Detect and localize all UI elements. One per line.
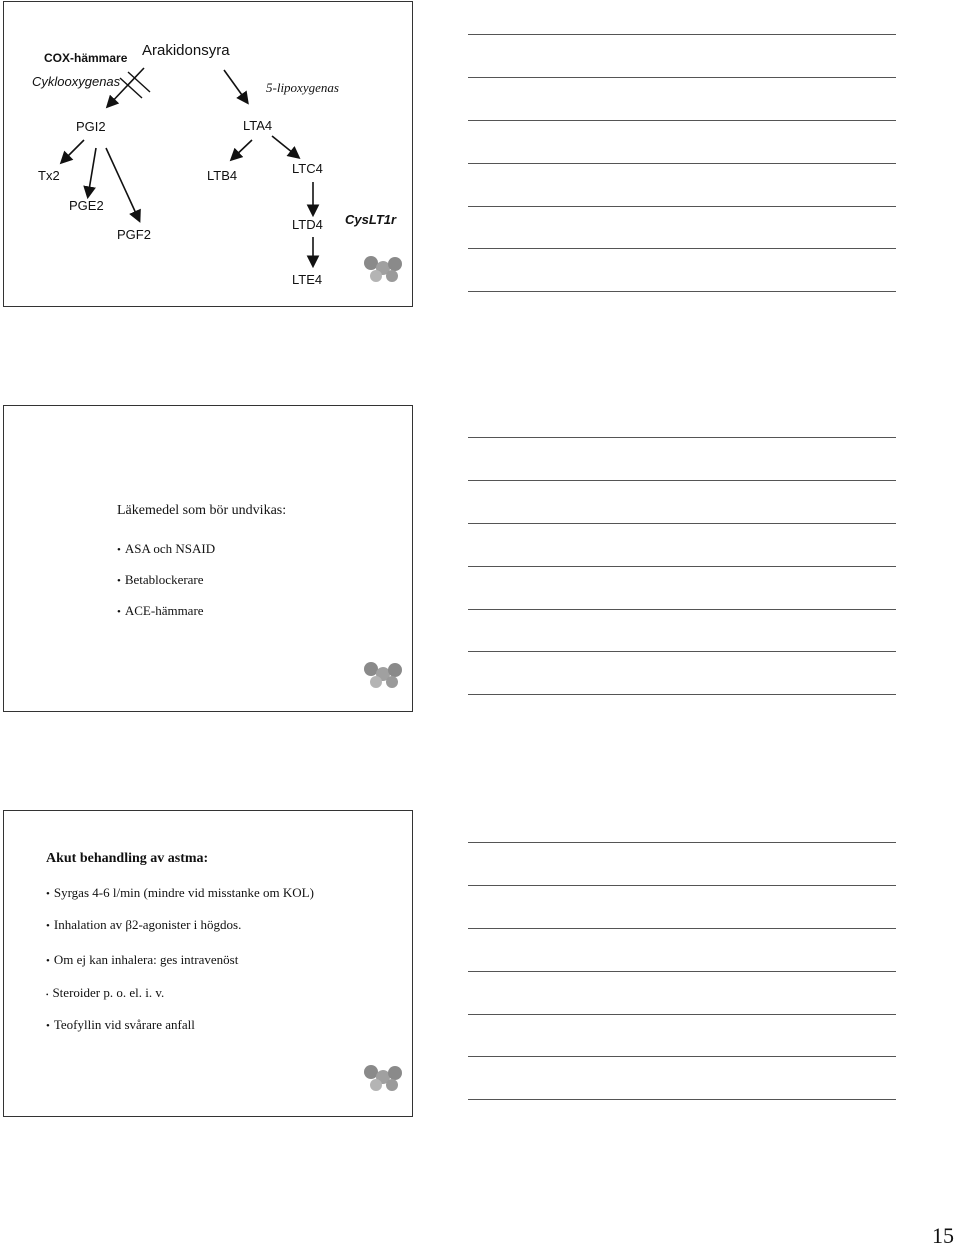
logo-icon xyxy=(362,254,408,284)
arrow-lox xyxy=(224,70,247,102)
note-line xyxy=(468,248,896,249)
note-line xyxy=(468,566,896,567)
note-line xyxy=(468,842,896,843)
logo-icon xyxy=(362,1063,408,1093)
bullet-icon: • xyxy=(46,920,50,932)
bullet-icon: • xyxy=(46,888,50,900)
slide-acute-asthma-treatment xyxy=(3,810,413,1117)
note-line xyxy=(468,651,896,652)
lte4-label: LTE4 xyxy=(292,272,323,287)
note-line xyxy=(468,1014,896,1015)
logo-icon xyxy=(362,660,408,690)
page-number: 15 xyxy=(932,1223,954,1248)
slide-drugs-to-avoid xyxy=(3,405,413,712)
arrow-tx2 xyxy=(62,140,84,162)
cyslt1r-label: CysLT1r xyxy=(345,212,397,227)
note-line xyxy=(468,609,896,610)
note-line xyxy=(468,928,896,929)
slide3-item: • Teofyllin vid svårare anfall xyxy=(46,1017,195,1032)
pgf2-label: PGF2 xyxy=(117,227,151,242)
bullet-icon: • xyxy=(46,991,49,999)
bullet-icon: • xyxy=(46,1020,50,1032)
note-line xyxy=(468,206,896,207)
slide-arachidonic-pathway xyxy=(3,1,413,307)
note-line xyxy=(468,163,896,164)
lta4-label: LTA4 xyxy=(243,118,273,133)
note-line xyxy=(468,694,896,695)
slide3-item: • Syrgas 4-6 l/min (mindre vid misstanke om KOL) xyxy=(46,885,314,900)
ltb4-label: LTB4 xyxy=(207,168,238,183)
slide2-heading: Läkemedel som bör undvikas: xyxy=(117,503,287,518)
slide2-item: • Betablockerare xyxy=(117,572,204,587)
note-line xyxy=(468,437,896,438)
note-line xyxy=(468,34,896,35)
note-line xyxy=(468,77,896,78)
arachidonic-acid-label: Arakidonsyra xyxy=(142,42,230,59)
bullet-icon: • xyxy=(117,606,121,618)
slide3-item: • Om ej kan inhalera: ges intravenöst xyxy=(46,952,239,967)
cyclooxygenase-label: Cyklooxygenas xyxy=(32,74,121,89)
note-line xyxy=(468,1099,896,1100)
slide3-heading: Akut behandling av astma: xyxy=(46,851,209,866)
arrow-pge2 xyxy=(88,148,96,196)
note-line xyxy=(468,523,896,524)
bullet-icon: • xyxy=(46,955,50,967)
tx2-label: Tx2 xyxy=(38,168,60,183)
pgi2-label: PGI2 xyxy=(76,119,106,134)
lipoxygenase-label: 5-lipoxygenas xyxy=(266,80,339,95)
bullet-icon: • xyxy=(117,544,121,556)
note-line xyxy=(468,120,896,121)
note-line xyxy=(468,885,896,886)
slide2-item: • ACE-hämmare xyxy=(117,603,204,618)
note-line xyxy=(468,480,896,481)
slide3-item: • Steroider p. o. el. i. v. xyxy=(46,985,165,1000)
arrow-ltc4 xyxy=(272,136,298,157)
ltd4-label: LTD4 xyxy=(292,217,323,232)
note-line xyxy=(468,1056,896,1057)
note-line xyxy=(468,291,896,292)
bullet-icon: • xyxy=(117,575,121,587)
slide3-item: • Inhalation av β2-agonister i högdos. xyxy=(46,917,242,932)
arrow-pgf2 xyxy=(106,148,139,220)
arrow-ltb4 xyxy=(232,140,252,159)
note-line xyxy=(468,971,896,972)
pge2-label: PGE2 xyxy=(69,198,104,213)
slide2-item: • ASA och NSAID xyxy=(117,541,216,556)
ltc4-label: LTC4 xyxy=(292,161,323,176)
cox-inhibitor-label: COX-hämmare xyxy=(44,51,128,65)
